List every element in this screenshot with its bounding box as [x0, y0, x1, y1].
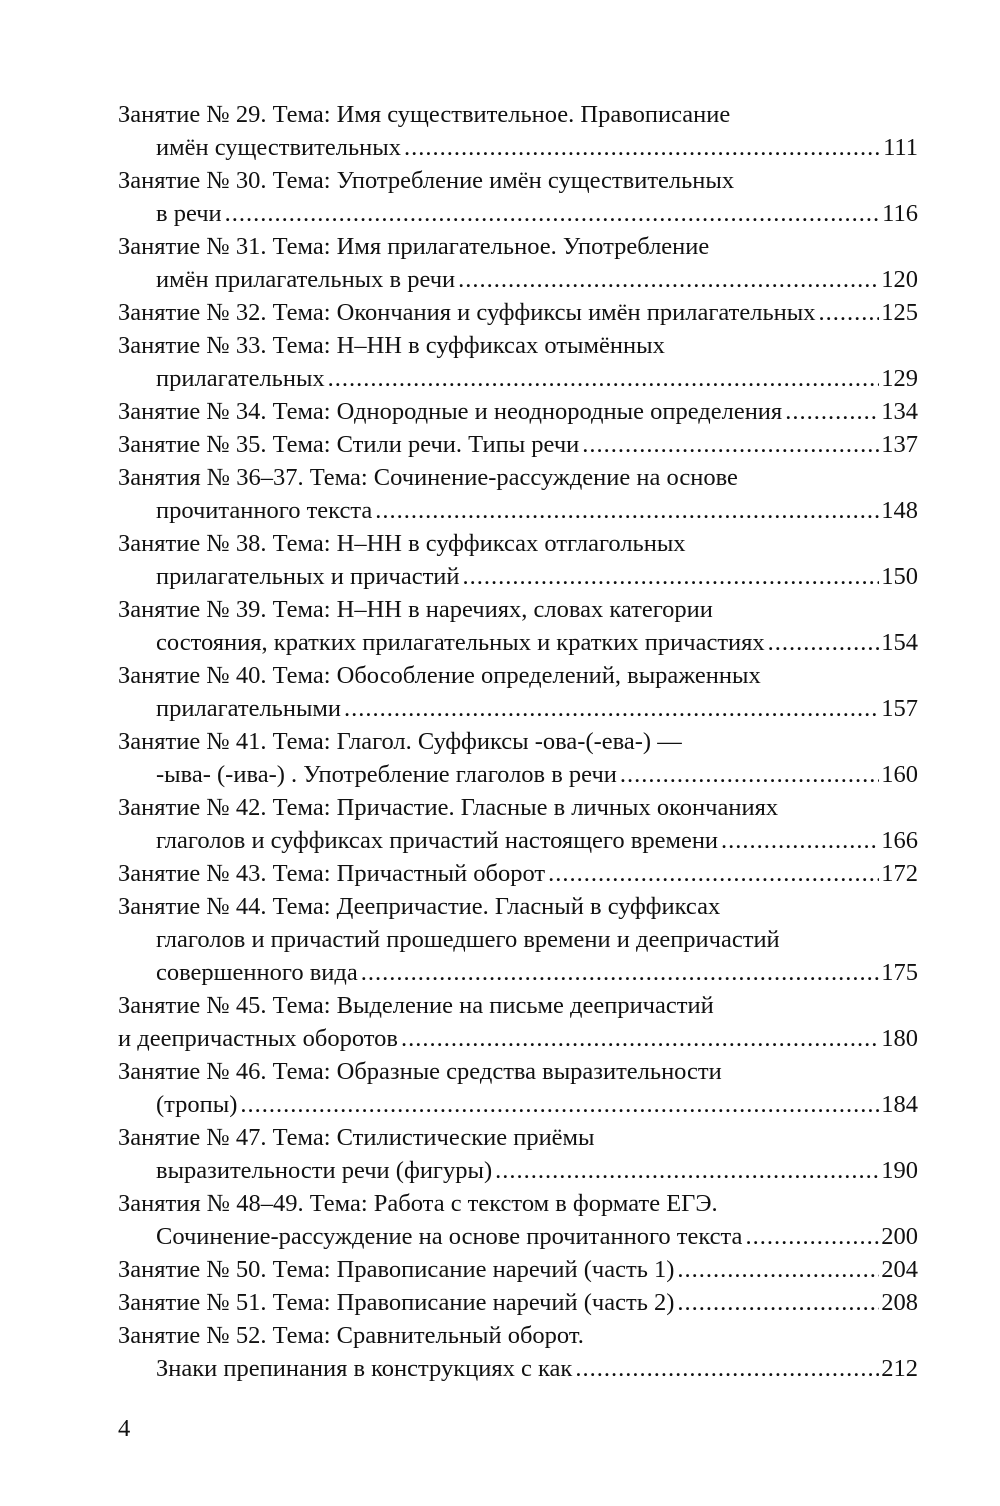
toc-entry-36-37: [118, 461, 918, 527]
toc-page-number: 157: [881, 695, 918, 722]
toc-entry-52: [118, 1319, 918, 1385]
toc-entry-last-line: [118, 560, 918, 593]
toc-entry-middle-line: [118, 923, 918, 956]
toc-page-number: 212: [881, 1355, 918, 1382]
toc-entry-42: [118, 791, 918, 857]
leader-dots: [375, 494, 879, 527]
toc-page-number: 150: [881, 563, 918, 590]
toc-entry-title: [118, 1121, 918, 1154]
leader-dots: [225, 197, 881, 230]
toc-entry-46: [118, 1055, 918, 1121]
toc-entry-title: [118, 230, 918, 263]
toc-entry-last-line: [118, 1088, 918, 1121]
toc-entry-text: выразительности речи (фигуры): [156, 1157, 493, 1184]
toc-entry-43: [118, 857, 918, 890]
leader-dots: [361, 956, 880, 989]
toc-entry-last-line: [118, 263, 918, 296]
toc-entry-47: [118, 1121, 918, 1187]
toc-entry-text: Занятие № 33. Тема: Н–НН в суффиксах отымённых: [118, 332, 665, 359]
toc-entry-last-line: [118, 197, 918, 230]
toc-entry-text: и деепричастных оборотов: [118, 1025, 398, 1052]
toc-entry-40: [118, 659, 918, 725]
toc-page-number: 129: [881, 365, 918, 392]
toc-entry-text: глаголов и причастий прошедшего времени и деепричастий: [156, 926, 780, 953]
leader-dots: [328, 362, 880, 395]
toc-entry-31: [118, 230, 918, 296]
toc-entry-last-line: [118, 296, 918, 329]
toc-page-number: 154: [881, 629, 918, 656]
toc-entry-text: -ыва- (-ива-) . Употребление глаголов в речи: [156, 761, 617, 788]
leader-dots: [721, 824, 879, 857]
toc-entry-last-line: [118, 362, 918, 395]
toc-entry-48-49: [118, 1187, 918, 1253]
toc-entry-last-line: [118, 1352, 918, 1385]
leader-dots: [582, 428, 879, 461]
toc-entry-35: [118, 428, 918, 461]
toc-entry-last-line: [118, 494, 918, 527]
toc-entry-last-line: [118, 131, 918, 164]
toc-entry-text: Занятие № 51. Тема: Правописание наречий (часть 2): [118, 1289, 675, 1316]
toc-entry-text: Занятие № 52. Тема: Сравнительный оборот.: [118, 1322, 584, 1349]
toc-entry-text: прилагательных и причастий: [156, 563, 460, 590]
leader-dots: [768, 626, 880, 659]
toc-page-number: 116: [882, 200, 918, 227]
toc-entry-text: в речи: [156, 200, 222, 227]
toc-entry-text: Занятие № 38. Тема: Н–НН в суффиксах отглагольных: [118, 530, 686, 557]
toc-entry-text: глаголов и суффиксах причастий настоящего времени: [156, 827, 719, 854]
toc-entry-30: [118, 164, 918, 230]
toc-page-number: 111: [883, 134, 918, 161]
toc-entry-text: Занятие № 46. Тема: Образные средства выразительности: [118, 1058, 722, 1085]
leader-dots: [785, 395, 879, 428]
leader-dots: [495, 1154, 879, 1187]
toc-entry-34: [118, 395, 918, 428]
toc-entry-text: прилагательными: [156, 695, 342, 722]
toc-entry-38: [118, 527, 918, 593]
toc-entry-last-line: [118, 428, 918, 461]
leader-dots: [404, 131, 881, 164]
leader-dots: [240, 1088, 879, 1121]
toc-entry-text: Сочинение-рассуждение на основе прочитанного текста: [156, 1223, 743, 1250]
toc-entry-title: [118, 527, 918, 560]
toc-entry-text: прилагательных: [156, 365, 325, 392]
toc-entry-text: Занятие № 45. Тема: Выделение на письме деепричастий: [118, 992, 714, 1019]
toc-entry-32: [118, 296, 918, 329]
leader-dots: [745, 1220, 879, 1253]
toc-entry-text: Занятие № 39. Тема: Н–НН в наречиях, словах категории: [118, 596, 713, 623]
toc-entry-title: [118, 1319, 918, 1352]
toc-entry-text: Занятие № 41. Тема: Глагол. Суффиксы -ова-(-ева-) —: [118, 728, 682, 755]
toc-entry-last-line: [118, 857, 918, 890]
toc-entry-last-line: [118, 626, 918, 659]
toc-entry-title: [118, 890, 918, 923]
toc-entry-last-line: [118, 758, 918, 791]
toc-entry-title: [118, 98, 918, 131]
toc-entry-last-line: [118, 824, 918, 857]
toc-entry-title: [118, 164, 918, 197]
toc-entry-51: [118, 1286, 918, 1319]
toc-entry-text: Занятия № 36–37. Тема: Сочинение-рассуждение на основе: [118, 464, 738, 491]
toc-entry-text: Занятие № 31. Тема: Имя прилагательное. Употребление: [118, 233, 710, 260]
toc-entry-last-line: [118, 692, 918, 725]
toc-page-number: 166: [881, 827, 918, 854]
toc-entry-title: [118, 725, 918, 758]
toc-entry-text: имён прилагательных в речи: [156, 266, 456, 293]
toc-entry-text: Занятие № 30. Тема: Употребление имён существительных: [118, 167, 735, 194]
toc-page-number: 200: [881, 1223, 918, 1250]
toc-page-number: 125: [881, 299, 918, 326]
toc-entry-last-line: [118, 1154, 918, 1187]
toc-entry-33: [118, 329, 918, 395]
toc-entry-44: [118, 890, 918, 989]
leader-dots: [401, 1022, 879, 1055]
toc-page-number: 172: [881, 860, 918, 887]
toc-entry-last-line: [118, 1253, 918, 1286]
toc-page-number: 190: [881, 1157, 918, 1184]
toc-entry-41: [118, 725, 918, 791]
toc-page-number: 184: [881, 1091, 918, 1118]
table-of-contents: [118, 98, 918, 1385]
leader-dots: [575, 1352, 879, 1385]
toc-entry-text: (тропы): [156, 1091, 238, 1118]
page-number: 4: [118, 1415, 131, 1442]
toc-page-number: 120: [881, 266, 918, 293]
leader-dots: [620, 758, 879, 791]
toc-entry-title: [118, 593, 918, 626]
toc-entry-title: [118, 1187, 918, 1220]
toc-page-number: 180: [881, 1025, 918, 1052]
toc-entry-text: Занятие № 32. Тема: Окончания и суффиксы имён прилагательных: [118, 299, 816, 326]
toc-entry-text: Занятие № 47. Тема: Стилистические приёмы: [118, 1124, 595, 1151]
leader-dots: [548, 857, 879, 890]
toc-entry-text: Занятия № 48–49. Тема: Работа с текстом в формате ЕГЭ.: [118, 1190, 718, 1217]
toc-entry-50: [118, 1253, 918, 1286]
toc-entry-text: Занятие № 29. Тема: Имя существительное. Правописание: [118, 101, 731, 128]
toc-entry-text: состояния, кратких прилагательных и кратких причастиях: [156, 629, 765, 656]
toc-page-number: 148: [881, 497, 918, 524]
toc-entry-45: [118, 989, 918, 1055]
toc-page-number: 175: [881, 959, 918, 986]
toc-entry-text: совершенного вида: [156, 959, 358, 986]
toc-entry-text: Занятие № 44. Тема: Деепричастие. Гласный в суффиксах: [118, 893, 721, 920]
leader-dots: [677, 1286, 879, 1319]
toc-page-number: 208: [881, 1289, 918, 1316]
toc-entry-39: [118, 593, 918, 659]
toc-page-number: 204: [881, 1256, 918, 1283]
toc-entry-29: [118, 98, 918, 164]
toc-entry-last-line: [118, 395, 918, 428]
toc-entry-title: [118, 1055, 918, 1088]
toc-entry-title: [118, 461, 918, 494]
toc-entry-last-line: [118, 1022, 918, 1055]
toc-entry-title: [118, 791, 918, 824]
toc-entry-title: [118, 989, 918, 1022]
toc-entry-text: Занятие № 42. Тема: Причастие. Гласные в личных окончаниях: [118, 794, 779, 821]
toc-entry-text: Занятие № 34. Тема: Однородные и неоднородные определения: [118, 398, 783, 425]
toc-entry-text: прочитанного текста: [156, 497, 373, 524]
toc-entry-text: имён существительных: [156, 134, 401, 161]
toc-entry-text: Занятие № 40. Тема: Обособление определений, выраженных: [118, 662, 761, 689]
toc-entry-title: [118, 329, 918, 362]
toc-page-number: 137: [881, 431, 918, 458]
leader-dots: [463, 560, 880, 593]
toc-page-number: 134: [881, 398, 918, 425]
leader-dots: [344, 692, 879, 725]
toc-page-number: 160: [881, 761, 918, 788]
toc-entry-last-line: [118, 1286, 918, 1319]
toc-entry-text: Занятие № 35. Тема: Стили речи. Типы речи: [118, 431, 580, 458]
toc-entry-text: Занятие № 43. Тема: Причастный оборот: [118, 860, 546, 887]
toc-entry-text: Знаки препинания в конструкциях с как: [156, 1355, 573, 1382]
toc-entry-title: [118, 659, 918, 692]
toc-entry-last-line: [118, 1220, 918, 1253]
leader-dots: [458, 263, 879, 296]
leader-dots: [818, 296, 879, 329]
leader-dots: [677, 1253, 879, 1286]
toc-entry-last-line: [118, 956, 918, 989]
toc-entry-text: Занятие № 50. Тема: Правописание наречий (часть 1): [118, 1256, 675, 1283]
